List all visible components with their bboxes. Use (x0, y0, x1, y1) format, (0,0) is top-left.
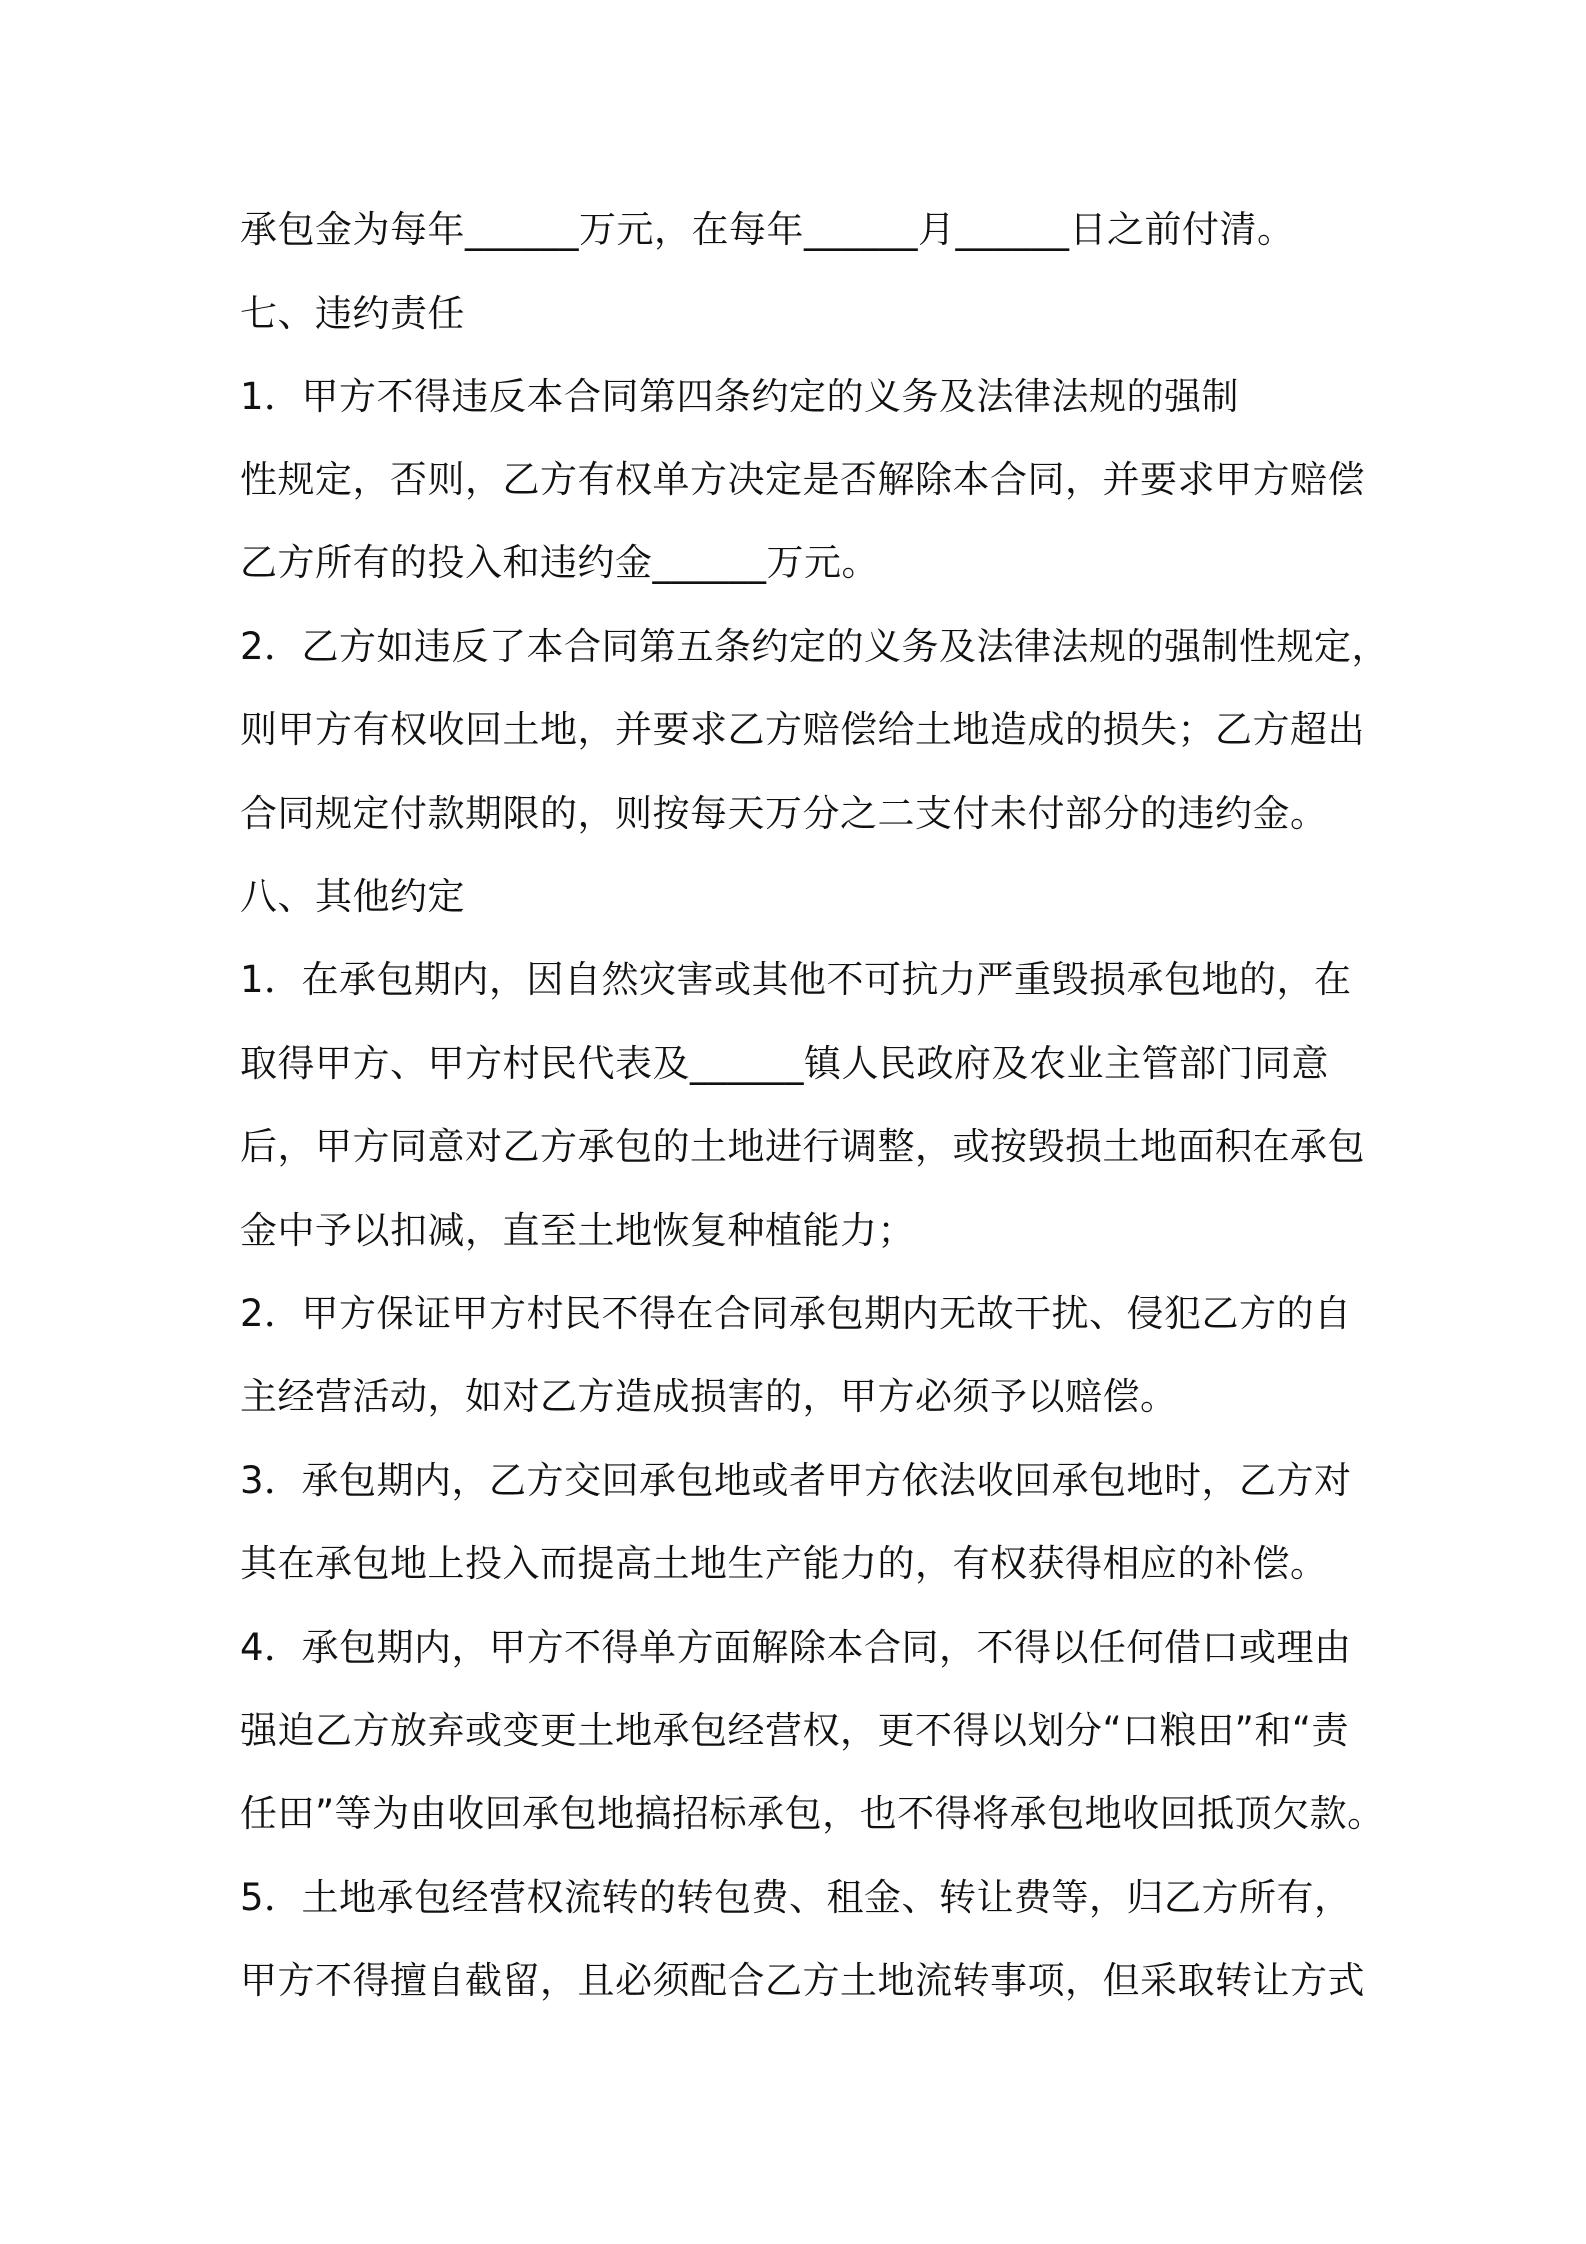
text-line: 甲方不得擅自截留，且必须配合乙方土地流转事项，但采取转让方式 (240, 1959, 1365, 2002)
text-line: 承包金为每年______万元，在每年______月______日之前付清。 (240, 208, 1295, 251)
text-line: 3．承包期内，乙方交回承包地或者甲方依法收回承包地时，乙方对 (240, 1459, 1352, 1502)
text-line: 强迫乙方放弃或变更土地承包经营权，更不得以划分“口粮田”和“责 (240, 1709, 1350, 1752)
text-line: 性规定，否则，乙方有权单方决定是否解除本合同，并要求甲方赔偿 (240, 458, 1365, 501)
text-line: 乙方所有的投入和违约金______万元。 (240, 541, 879, 584)
text-line: 任田”等为由收回承包地搞招标承包，也不得将承包地收回抵顶欠款。 (240, 1792, 1385, 1835)
section-heading: 七、违约责任 (240, 292, 465, 335)
text-line: 1．甲方不得违反本合同第四条约定的义务及法律法规的强制 (240, 375, 1240, 418)
text-line: 取得甲方、甲方村民代表及______镇人民政府及农业主管部门同意 (240, 1042, 1329, 1085)
text-line: 2．乙方如违反了本合同第五条约定的义务及法律法规的强制性规定， (240, 625, 1390, 668)
text-line: 其在承包地上投入而提高土地生产能力的，有权获得相应的补偿。 (240, 1542, 1328, 1585)
text-line: 2．甲方保证甲方村民不得在合同承包期内无故干扰、侵犯乙方的自 (240, 1292, 1352, 1335)
text-line: 5．土地承包经营权流转的转包费、租金、转让费等，归乙方所有， (240, 1876, 1352, 1919)
text-line: 合同规定付款期限的，则按每天万分之二支付未付部分的违约金。 (240, 792, 1328, 835)
text-line: 金中予以扣减，直至土地恢复种植能力； (240, 1209, 915, 1252)
text-line: 则甲方有权收回土地，并要求乙方赔偿给土地造成的损失；乙方超出 (240, 708, 1365, 751)
text-line: 1．在承包期内，因自然灾害或其他不可抗力严重毁损承包地的，在 (240, 958, 1352, 1001)
text-line: 4．承包期内，甲方不得单方面解除本合同，不得以任何借口或理由 (240, 1626, 1352, 1669)
section-heading: 八、其他约定 (240, 875, 465, 918)
text-line: 后，甲方同意对乙方承包的土地进行调整，或按毁损土地面积在承包 (240, 1125, 1365, 1168)
text-line: 主经营活动，如对乙方造成损害的，甲方必须予以赔偿。 (240, 1375, 1178, 1418)
